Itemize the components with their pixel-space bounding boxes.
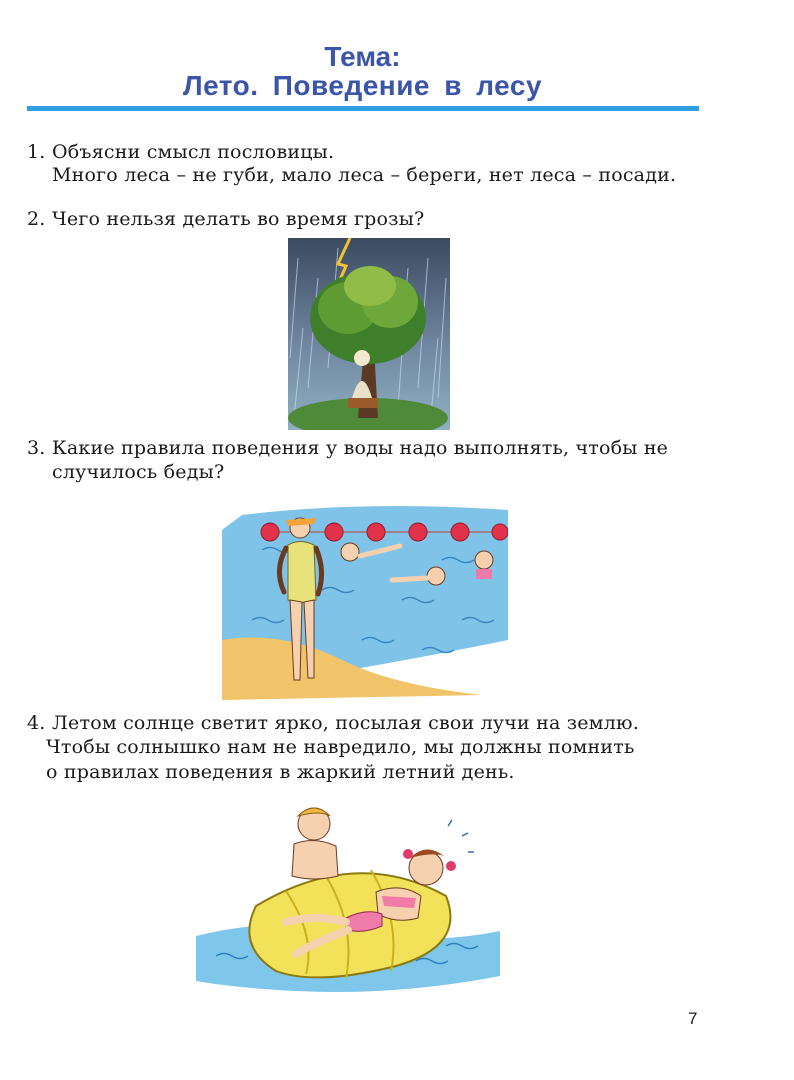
question-3-number: 3.: [27, 437, 46, 459]
swimming-beach-illustration: [222, 490, 508, 700]
page-title: Лето. Поведение в лесу: [182, 70, 543, 101]
question-4-line-3: о правилах поведения в жаркий летний день.: [46, 761, 515, 783]
page-number: 7: [688, 1009, 698, 1028]
question-1-line-2: Много леса – не губи, мало леса – береги, нет леса – посади.: [52, 164, 677, 186]
question-1-number: 1.: [27, 141, 46, 163]
question-2-line-1: 2. Чего нельзя делать во время грозы?: [27, 208, 425, 230]
storm-tree-illustration: [288, 238, 450, 430]
question-4-line-1: 4. Летом солнце светит ярко, посылая свои лучи на землю.: [27, 712, 639, 734]
question-2-number: 2.: [27, 208, 46, 230]
title-divider: [27, 106, 699, 111]
topic-label: Тема:: [324, 41, 401, 72]
question-3-line-2: случилось беды?: [52, 461, 225, 483]
question-1-line-1: 1. Объясни смысл пословицы.: [27, 141, 335, 163]
question-4-line-2: Чтобы солнышко нам не навредило, мы должны помнить: [46, 736, 635, 758]
question-3-line-1: 3. Какие правила поведения у воды надо выполнять, чтобы не: [27, 437, 669, 459]
question-4-number: 4.: [27, 712, 46, 734]
air-mattress-illustration: [196, 796, 500, 1000]
